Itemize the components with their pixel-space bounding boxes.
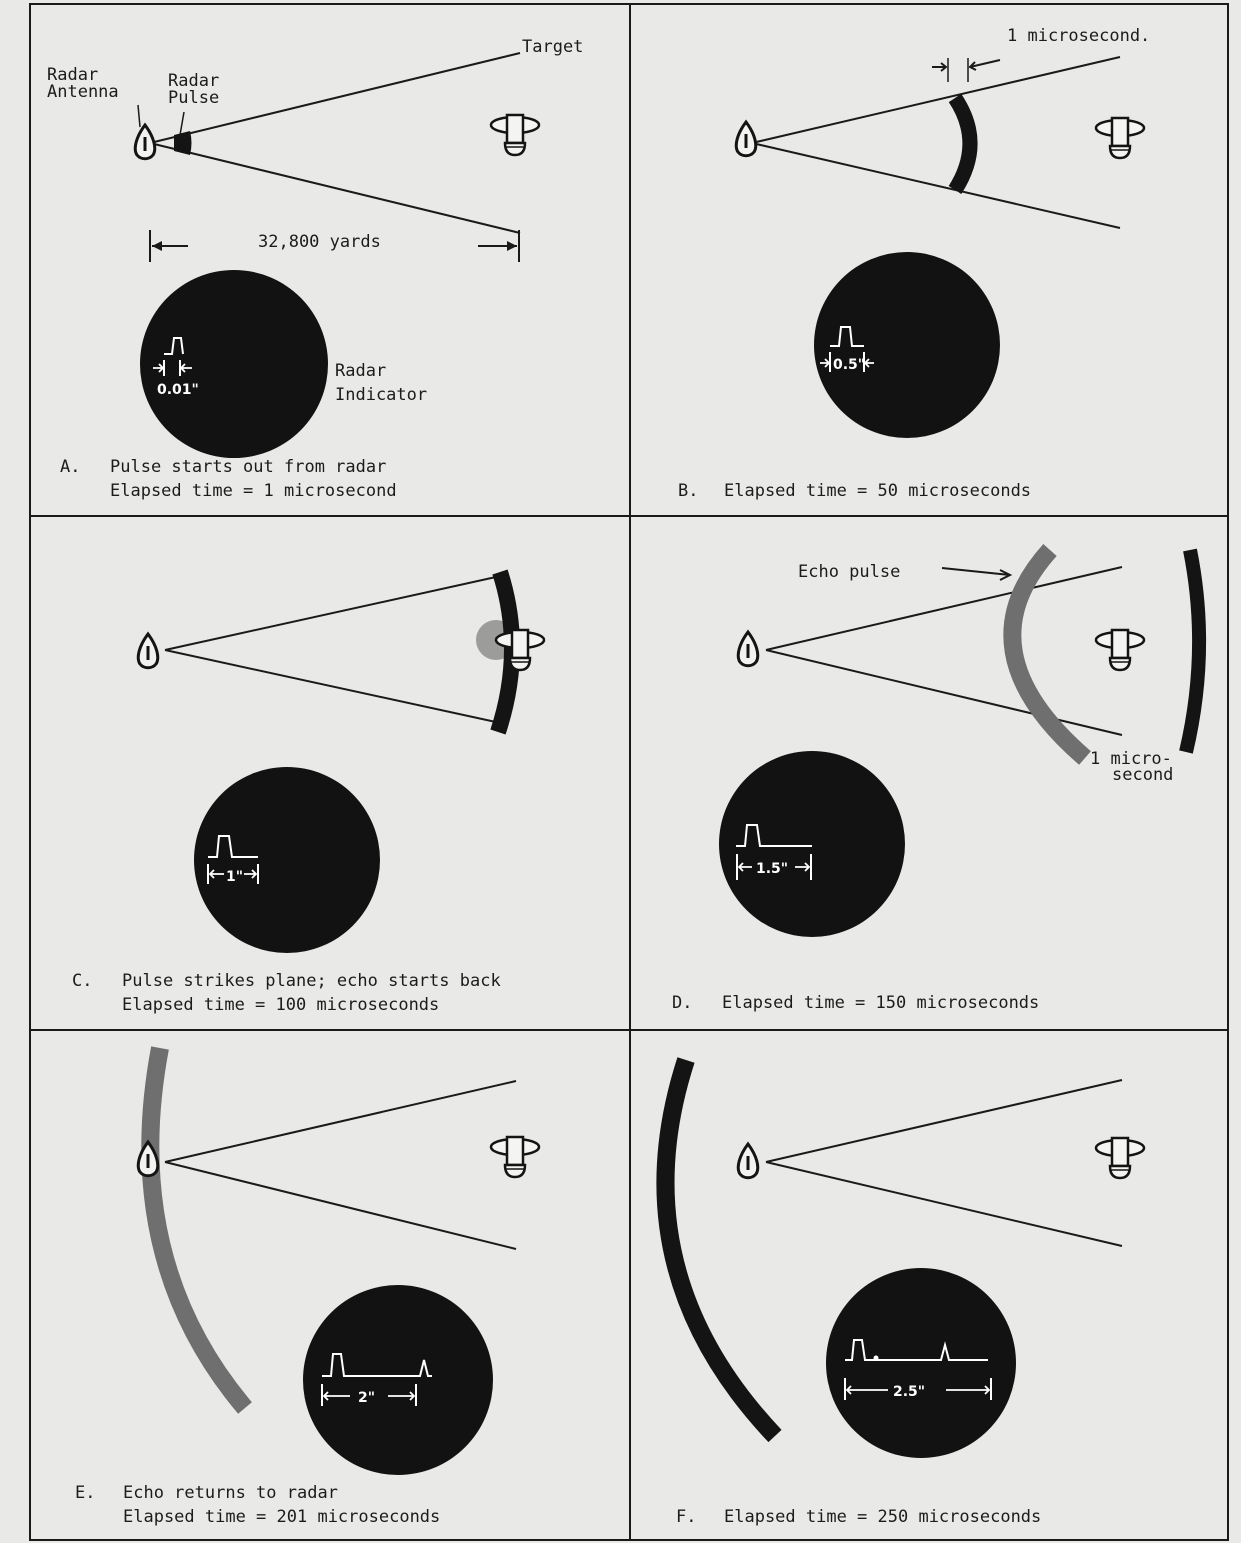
caption-line-2: Elapsed time = 100 microseconds: [122, 995, 440, 1015]
radar-antenna-icon: [135, 125, 154, 159]
echo-pulse-band: [665, 1060, 775, 1436]
panel-b: [678, 26, 1150, 501]
caption-line-2: Elapsed time = 201 microseconds: [123, 1507, 441, 1527]
radar-indicator-scope: [140, 270, 328, 458]
radar-indicator-scope: [194, 767, 380, 953]
scope-reading: 0.01": [157, 382, 199, 398]
echo-pulse-band: [1012, 550, 1085, 758]
caption-letter: B.: [678, 481, 699, 501]
radar-pulse-mark: [174, 131, 192, 155]
radar-indicator-scope: [303, 1285, 493, 1475]
airplane-target-icon: [1096, 118, 1144, 158]
scope-reading: 0.5": [833, 357, 866, 373]
panel-grid: [30, 4, 1228, 1540]
outgoing-pulse-band: [955, 98, 970, 190]
caption-letter: C.: [72, 971, 93, 991]
radar-indicator-scope: [814, 252, 1000, 438]
caption-letter: F.: [676, 1507, 697, 1527]
label-echo-pulse: Echo pulse: [798, 562, 901, 582]
label-micro-1: 1 micro-: [1090, 749, 1172, 769]
label-radar-antenna-2: Antenna: [47, 82, 119, 102]
outgoing-pulse-band: [1186, 550, 1199, 752]
caption-letter: E.: [75, 1483, 96, 1503]
panel-f: [665, 1060, 1144, 1527]
radar-antenna-icon: [738, 632, 757, 666]
label-radar-antenna-1: Radar: [47, 65, 99, 85]
scope-reading: 2.5": [893, 1384, 926, 1400]
panel-c: [72, 572, 544, 1015]
caption-line-1: Elapsed time = 150 microseconds: [722, 993, 1040, 1013]
panel-e: [75, 1048, 539, 1527]
caption-line-2: Elapsed time = 1 microsecond: [110, 481, 397, 501]
panel-d: [672, 550, 1199, 1013]
airplane-target-icon: [1096, 1138, 1144, 1178]
caption-line-1: Pulse starts out from radar: [110, 457, 387, 477]
airplane-target-icon: [1096, 630, 1144, 670]
label-radar-pulse-2: Pulse: [168, 88, 220, 108]
caption-line-1: Echo returns to radar: [123, 1483, 338, 1503]
label-micro-2: second: [1112, 765, 1174, 785]
radar-antenna-icon: [138, 634, 157, 668]
airplane-target-icon: [491, 115, 539, 155]
scope-reading: 1.5": [756, 861, 789, 877]
scope-reading: 2": [358, 1390, 376, 1406]
radar-indicator-scope: [826, 1268, 1016, 1458]
caption-letter: D.: [672, 993, 693, 1013]
radar-indicator-scope: [719, 751, 905, 937]
label-radar-pulse-1: Radar: [168, 71, 220, 91]
label-distance: 32,800 yards: [258, 232, 381, 252]
scope-reading: 1": [226, 869, 244, 885]
label-target: Target: [522, 37, 584, 57]
airplane-target-icon: [491, 1137, 539, 1177]
radar-antenna-icon: [736, 122, 755, 156]
caption-letter: A.: [60, 457, 81, 477]
label-pulse-width: 1 microsecond.: [1007, 26, 1151, 46]
caption-line-1: Elapsed time = 250 microseconds: [724, 1507, 1042, 1527]
radar-antenna-icon: [738, 1144, 757, 1178]
caption-line-1: Elapsed time = 50 microseconds: [724, 481, 1032, 501]
caption-line-1: Pulse strikes plane; echo starts back: [122, 971, 501, 991]
panel-a: [47, 37, 583, 501]
label-radar-indicator-1: Radar: [335, 361, 387, 381]
echo-pulse-band: [150, 1048, 245, 1408]
label-radar-indicator-2: Indicator: [335, 385, 428, 405]
